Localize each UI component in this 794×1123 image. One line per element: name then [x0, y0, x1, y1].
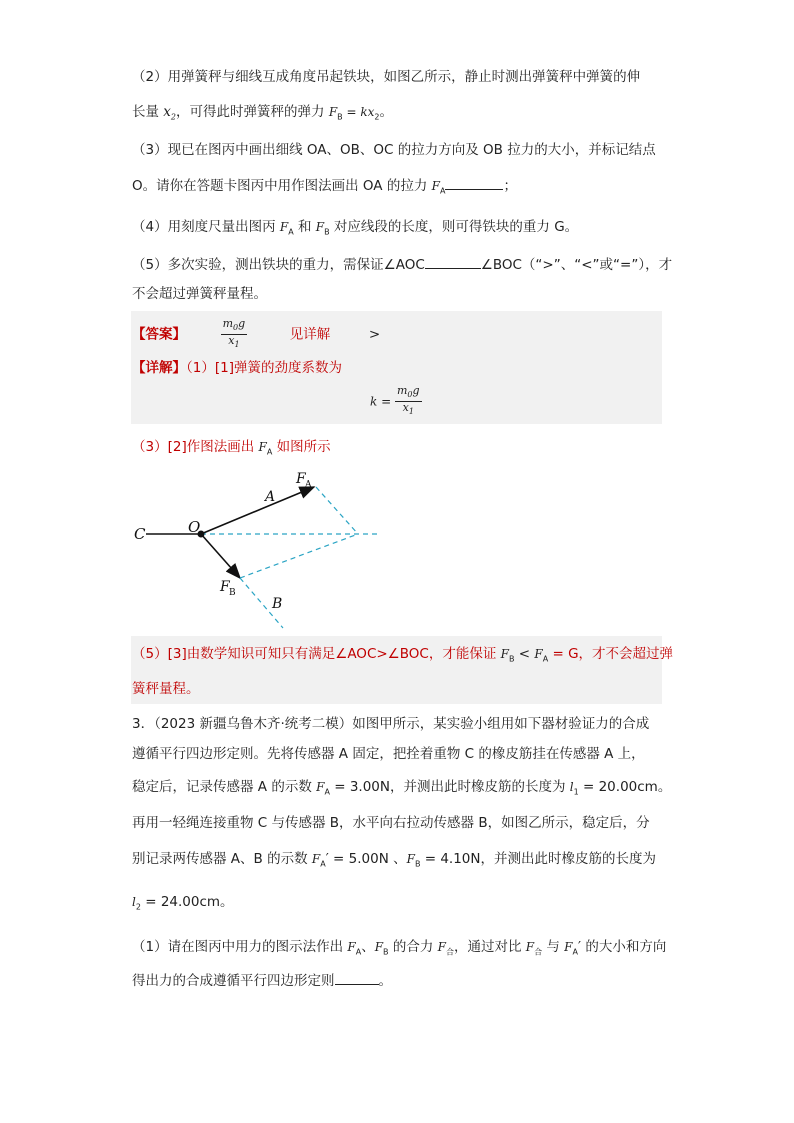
- q3main-line1: 3．（2023 新疆乌鲁木齐·统考二模）如图甲所示，某实验小组用如下器材验证力的合成: [132, 716, 650, 732]
- label-fb-sub: B: [229, 588, 236, 598]
- fa-arrow: [201, 487, 314, 534]
- detail-line3: （3）[2]作图法画出 $F_A$ 如图所示: [132, 439, 331, 457]
- detail5-line2: 簧秤量程。: [132, 681, 200, 697]
- detail-line1: 【详解】（1）[1]弹簧的劲度系数为: [132, 360, 342, 376]
- q3sub1-line1: （1）请在图丙中用力的图示法作出 $F_A$、$F_B$ 的合力 $F_合$，通过对比 $F_合$ 与 $F_A'$ 的大小和方向: [132, 939, 667, 957]
- q3-line2: O。请你在答题卡图丙中用作图法画出 OA 的拉力 $F_A$ ；: [132, 178, 517, 196]
- force-diagram: [130, 465, 390, 635]
- label-a: A: [265, 489, 276, 505]
- label-fa-sub: A: [305, 480, 312, 490]
- answer-fraction: $\frac{m_0g}{x_1}$: [222, 317, 246, 350]
- answer-line: 【答案】 $\frac{m_0g}{x_1}$ 见详解 >: [132, 317, 381, 350]
- label-o: O: [188, 518, 201, 536]
- q3main-line2: 遵循平行四边形定则。先将传感器 A 固定，把拴着重物 C 的橡皮筋挂在传感器 A 上，: [132, 746, 645, 762]
- q3main-line3: 稳定后，记录传感器 A 的示数 $F_A = 3.00N$，并测出此时橡皮筋的长度为 $l_1 = 20.00cm$。: [132, 779, 672, 797]
- answer-blank[interactable]: [425, 256, 481, 269]
- answer-blank[interactable]: [445, 177, 503, 190]
- q4-line1: （4）用刻度尺量出图丙 $F_A$ 和 $F_B$ 对应线段的长度，则可得铁块的重力 G。: [132, 219, 579, 237]
- label-c: C: [134, 525, 146, 543]
- detail-formula: k = $\frac{m_0g}{x_1}$: [370, 384, 420, 417]
- q3-line1: （3）现已在图丙中画出细线 OA、OB、OC 的拉力方向及 OB 拉力的大小，并标记结点: [132, 142, 656, 158]
- q2-line1: （2）用弹簧秤与细线互成角度吊起铁块，如图乙所示，静止时测出弹簧秤中弹簧的伸: [132, 69, 641, 85]
- q3main-line4: 再用一轻绳连接重物 C 与传感器 B，水平向右拉动传感器 B，如图乙所示，稳定后，分: [132, 815, 650, 831]
- label-fa: F: [296, 471, 306, 487]
- q5-line1: （5）多次实验，测出铁块的重力，需保证∠AOC ∠BOC（“>”、“<”或“=”），才: [132, 257, 673, 273]
- detail5-line1: （5）[3]由数学知识可知只有满足∠AOC>∠BOC，才能保证 $F_B < F_A = G$，才不会超过弹: [132, 646, 674, 664]
- label-fb: F: [220, 579, 230, 595]
- parallel-dashed-2: [240, 534, 358, 578]
- q3main-line6: $l_2 = 24.00cm$。: [132, 894, 234, 912]
- q3sub1-line2: 得出力的合成遵循平行四边形定则 。: [132, 973, 392, 989]
- q2-line2: 长量 $x_2$，可得此时弹簧秤的弹力 $F_B = kx_2$。: [132, 104, 393, 122]
- parallel-dashed-1: [316, 487, 358, 534]
- fb-arrow: [201, 534, 240, 578]
- label-b: B: [272, 596, 283, 612]
- q5-line2: 不会超过弹簧秤量程。: [132, 286, 267, 302]
- answer-blank[interactable]: [335, 972, 379, 985]
- q3main-line5: 别记录两传感器 A、B 的示数 $F_A' = 5.00N$ 、$F_B = 4.10N$，并测出此时橡皮筋的长度为: [132, 851, 656, 869]
